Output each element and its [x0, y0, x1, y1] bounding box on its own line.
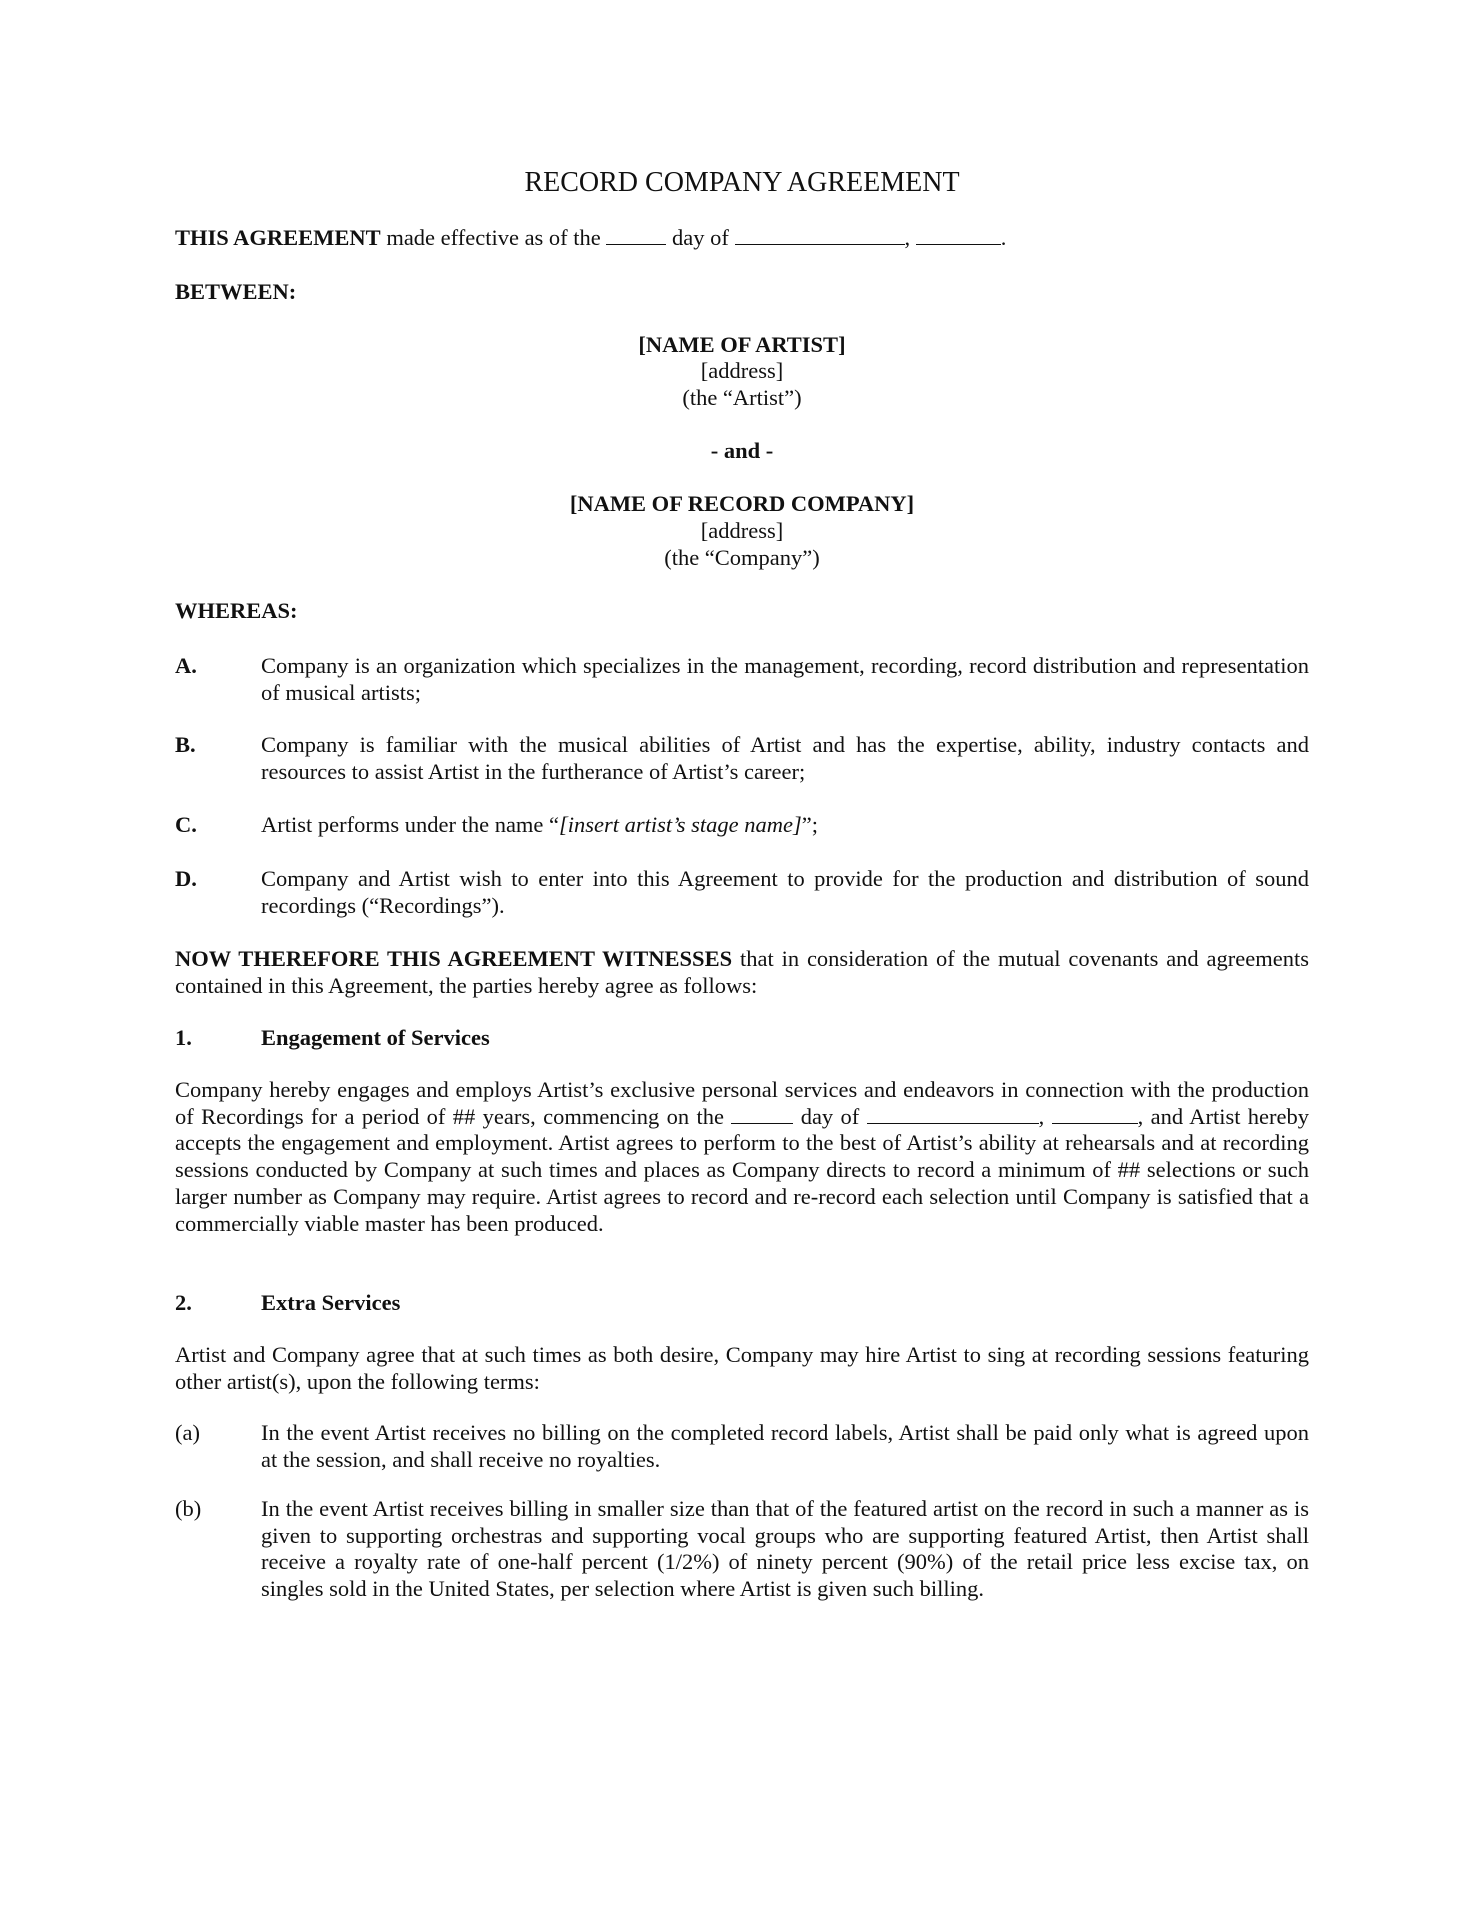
year-blank	[916, 226, 1001, 245]
document-title: RECORD COMPANY AGREEMENT	[524, 167, 960, 198]
recital-a	[175, 653, 1309, 706]
recital-label: A.	[175, 653, 197, 678]
recital-text: Company is an organization which specializes in the management, recording, record distribution and representation of musical artists;	[261, 653, 1309, 705]
recital-label: D.	[175, 866, 197, 891]
section-1-heading	[175, 1025, 490, 1052]
clause-text: In the event Artist receives billing in smaller size than that of the featured artist on the record in such a manner as is given to supporting orchestras and supporting vocal groups who are supporting featured Artist, then Artist shall receive a royalty rate of one-half percent (1/2%) of ninety percent (90%) of the retail price less excise tax, on singles sold in the United States, per selection where Artist is given such billing.	[261, 1496, 1309, 1602]
intro-text: .	[1000, 225, 1007, 250]
section-title: Engagement of Services	[261, 1025, 490, 1050]
party2-defined: (the “Company”)	[664, 545, 820, 570]
party1-name: [NAME OF ARTIST]	[638, 332, 846, 357]
between-label: BETWEEN:	[175, 279, 297, 304]
party2-address: [address]	[700, 518, 784, 543]
intro-text: day of	[666, 225, 735, 250]
recital-b	[175, 732, 1309, 785]
month-blank	[735, 226, 905, 245]
party1-defined: (the “Artist”)	[682, 385, 802, 410]
section-title: Extra Services	[261, 1290, 401, 1315]
clause-a	[175, 1420, 1309, 1473]
section-number: 1.	[175, 1025, 192, 1050]
recital-label: B.	[175, 732, 196, 757]
section-2-text: Artist and Company agree that at such times as both desire, Company may hire Artist to sing at recording sessions featuring other artist(s), upon the following terms:	[175, 1342, 1309, 1394]
recital-text: Artist performs under the name “[insert artist’s stage name]”;	[261, 812, 819, 837]
recital-d	[175, 866, 1309, 919]
month-blank	[867, 1105, 1039, 1124]
day-blank	[731, 1105, 793, 1124]
whereas-label: WHEREAS:	[175, 598, 298, 623]
clause-text: In the event Artist receives no billing on the completed record labels, Artist shall be paid only what is agreed upon at the session, and shall receive no royalties.	[261, 1420, 1309, 1472]
witnesses-paragraph: NOW THEREFORE THIS AGREEMENT WITNESSES that in consideration of the mutual covenants and agreements contained in this Agreement, the parties hereby agree as follows:	[175, 946, 1309, 998]
intro-text: ,	[904, 225, 916, 250]
recital-label: C.	[175, 812, 197, 837]
day-blank	[606, 226, 666, 245]
recital-text: Company and Artist wish to enter into this Agreement to provide for the production and distribution of sound recordings (“Recordings”).	[261, 866, 1309, 918]
clause-label: (b)	[175, 1496, 202, 1521]
year-blank	[1052, 1105, 1138, 1124]
intro-bold: THIS AGREEMENT	[175, 225, 381, 250]
party2-name: [NAME OF RECORD COMPANY]	[569, 491, 915, 516]
and-separator: - and -	[710, 438, 774, 463]
recital-text: Company is familiar with the musical abilities of Artist and has the expertise, ability, industry contacts and resources to assist Artist in the furtherance of Artist’s career;	[261, 732, 1309, 784]
clause-label: (a)	[175, 1420, 200, 1445]
clause-b	[175, 1496, 1309, 1603]
party1-address: [address]	[700, 358, 784, 383]
section-1-text: Company hereby engages and employs Artist’s exclusive personal services and endeavors in connection with the production of Recordings for a period of ## years, commencing on the day of , , and Artist hereby accepts the engagement and employment. Artist agrees to perform to the best of Artist’s ability at rehearsals and at recording sessions conducted by Company at such times and places as Company directs to record a minimum of ## selections or such larger number as Company may require. Artist agrees to record and re-record each selection until Company is satisfied that a commercially viable master has been produced.	[175, 1077, 1310, 1236]
section-number: 2.	[175, 1290, 192, 1315]
recital-c	[175, 812, 1309, 839]
section-2-heading	[175, 1290, 401, 1317]
intro-line	[175, 225, 1309, 252]
intro-text: made effective as of the	[380, 225, 607, 250]
